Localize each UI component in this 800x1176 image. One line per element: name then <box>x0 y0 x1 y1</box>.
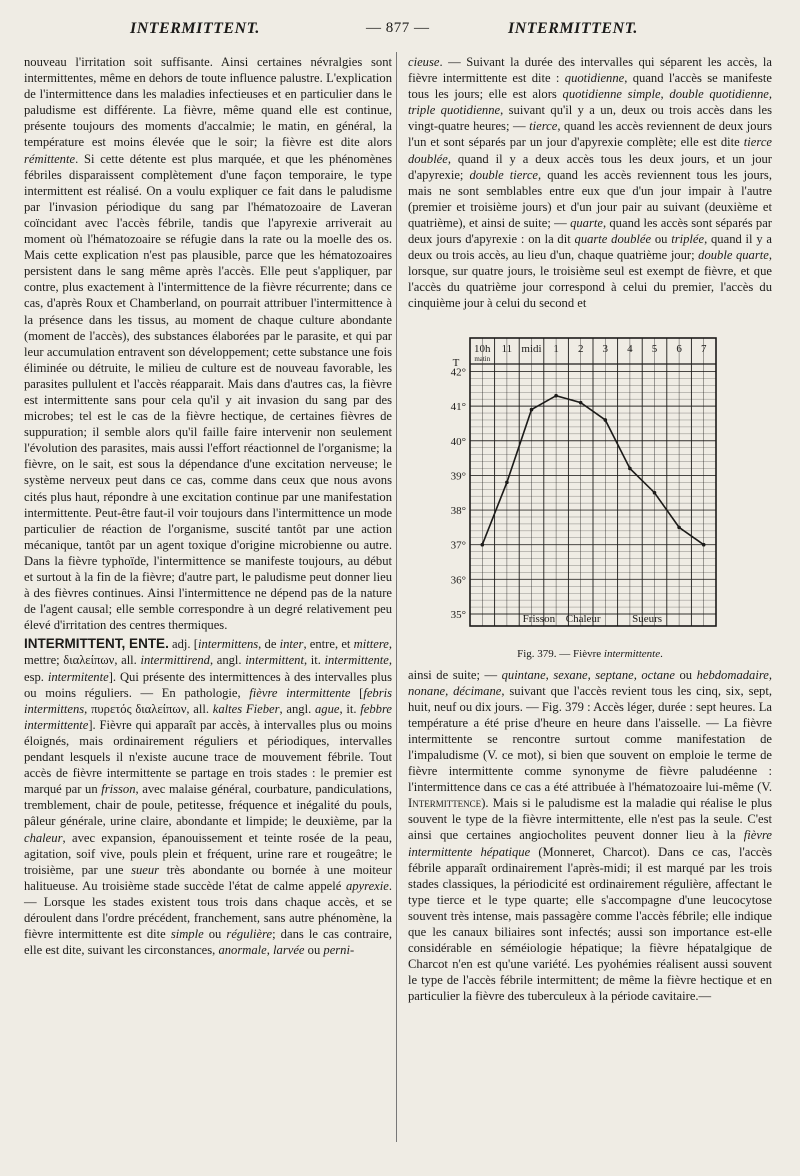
temperature-point <box>481 542 485 546</box>
temperature-point <box>554 393 558 397</box>
temperature-point <box>628 466 632 470</box>
y-tick-label: 40° <box>450 435 466 448</box>
y-tick-label: 42° <box>450 365 466 378</box>
y-axis-label: T <box>452 356 460 369</box>
y-tick-label: 39° <box>450 469 466 482</box>
figure-caption: Fig. 379. — Fièvre intermittente. <box>517 647 663 660</box>
stage-label: Sueurs <box>632 612 663 625</box>
hour-label: 7 <box>700 342 707 355</box>
hour-label: 3 <box>602 342 609 355</box>
figure-379 <box>408 326 772 661</box>
temperature-chart <box>408 326 772 644</box>
temperature-point <box>530 407 534 411</box>
hour-label: 5 <box>651 342 658 355</box>
hour-label: 6 <box>676 342 682 355</box>
page-header <box>0 20 800 46</box>
running-head-left: INTERMITTENT. <box>130 20 260 37</box>
hour-label: 11 <box>501 342 513 355</box>
temperature-point <box>653 490 657 494</box>
y-tick-label: 37° <box>450 539 466 552</box>
headword: INTERMITTENT, ENTE. <box>24 636 169 652</box>
y-tick-label: 36° <box>450 573 466 586</box>
column-divider <box>396 52 397 1142</box>
dictionary-entry-intermittent: INTERMITTENT, ENTE. adj. [intermittens, de inter, entre, et mittere, mettre; διαλείπων, all. intermittirend, angl. intermittent, it. intermittente, esp. intermitente]. Qui présente des intermittences à des intervalles plus ou moins réguliers. — En pathologie, fièvre intermittente [febris intermittens, πυρετός διαλείπων, all. kaltes Fieber, angl. ague, it. febbre intermittente]. Fièvre qui apparaît par accès, à intervalles plus ou moins éloignés, mais ordinairement réguliers et périodiques, intervalles pendant lesquels il n'existe aucune trace de mouvement fébrile. Tout accès de fièvre intermittente se partage en trois stades : le premier est marqué par un frisson, avec malaise général, courbature, pandiculations, tremblement, chair de poule, petitesse, fréquence et inégalité du pouls, pâleur générale, urine claire, abondante et limpide; le deuxième, par la chaleur, avec expansion, épanouissement et teinte rosée de la peau, agitation, soif vive, pouls plein et fréquent, urine rare et rougeâtre; le troisième, par une sueur très abondante ou bornée à une moiteur halitueuse. Au troisième stade succède l'état de calme appelé apyrexie. — Lorsque les stades existent tous trois dans chaque accès, et se déroulent dans l'ordre précédent, franchement, sans autre phénomène, la fièvre intermittente est dite simple ou régulière; dans le cas contraire, elle est dite, suivant les circonstances, anormale, larvée ou perni- <box>24 636 393 958</box>
hour-label: 4 <box>627 342 633 355</box>
temperature-point <box>505 480 509 484</box>
temperature-point <box>604 418 608 422</box>
paragraph-fever-continued: ainsi de suite; — quintane, sexane, septane, octane ou hebdomadaire, nonane, décimane, suivant que l'accès revient tous les cinq, six, sept, huit, neuf ou dix jours. — Fig. 379 : Accès léger, durée : sept heures. La température a été prise d'heure en heure dans l'aisselle. — La fièvre intermittente se rencontre surtout comme manifestation de l'impaludisme (V. ce mot), si bien que souvent on emploie le terme de fièvre intermittente comme synonyme de fièvre paludéenne : l'intermittence dans ce cas a été attribuée à l'hématozoaire lui-même (V. Intermittence). Mais si le paludisme est la maladie qui réalise le plus souvent le type de la fièvre intermittente, elle n'est pas la seule. C'est ainsi que certaines angiocholites peuvent donner lieu à la fièvre intermittente hépatique (Monneret, Charcot). Dans ce cas, l'accès fébrile apparaît ordinairement l'après-midi; il est marqué par les trois stades classiques, la périodicité est ordinairement régulière, affectant le type tierce et le type quarte; elle s'accompagne d'une leucocytose souvent très intense, mais passagère comme l'accès fébrile; elle indique que les canaux biliaires sont infectés; aussi son importance est-elle considérable en séméiologie hépatique; la fièvre hépatalgique de Charcot n'en est qu'une variété. Les pyohémies réalisent aussi souvent le type de l'accès fébrile intermittent; de même la fièvre hectique et en particulier la fièvre des tuberculeux à la période cavitaire.— <box>408 667 773 1004</box>
hour-label: 1 <box>553 342 559 355</box>
stage-label: Frisson <box>522 612 556 625</box>
left-column <box>24 54 392 958</box>
paragraph-fever-types: cieuse. — Suivant la durée des intervalles qui séparent les accès, la fièvre intermittente est dite : quotidienne, quand l'accès se manifeste tous les jours; elle est alors quotidienne simple, double quotidienne, triple quotidienne, suivant qu'il y a un, deux ou trois accès dans les vingt-quatre heures; — tierce, quand les accès reviennent de deux jours l'un et sont séparés par un jour d'apyrexie complète; elle est dite tierce doublée, quand il y a deux accès tous les deux jours, et un jour d'apyrexie; double tierce, quand les accès reviennent tous les jours, mais ne sont semblables entre eux que d'un jour impair à l'autre (premier et troisième jours) et d'un jour pair au suivant (deuxième et quatrième), et ainsi de suite; — quarte, quand les accès sont séparés par deux jours d'apyrexie : on la dit quarte doublée ou triplée, quand il y a deux ou trois accès, au lieu d'un, chaque quatrième jour; double quarte, lorsque, sur quatre jours, le troisième seul est exempt de fièvre, et que l'accès du quatrième jour correspond à celui du premier, l'accès du cinquième jour à celui du second et <box>408 55 773 311</box>
right-column <box>408 54 772 1004</box>
hour-sublabel: matin <box>474 354 491 363</box>
y-tick-label: 35° <box>450 608 466 621</box>
temperature-point <box>579 400 583 404</box>
paragraph-intermittence: nouveau l'irritation soit suffisante. Ainsi certaines névralgies sont intermittentes, même en dehors de toute influence palustre. L'explication de l'intermittence dans les maladies infectieuses et en particulier dans le paludisme est différente. La fièvre, même quand elle est continue, présente toujours des moments d'accalmie; le matin, en général, la température est moins élevée que le soir; la fièvre est dite alors rémittente. Si cette détente est plus marquée, et que les phénomènes fébriles disparaissent complètement d'une façon temporaire, le type intermittent est réalisé. On a voulu expliquer ce fait dans le paludisme par l'invasion périodique du sang par l'hématozoaire de Laveran coïncidant avec l'accès fébrile, tandis que l'apyrexie arriverait au moment où l'hématozoaire se réfugie dans la rate ou la moelle des os. Mais cette explication n'est pas plausible, parce que les hématozoaires persistent dans le sang même après l'accès. Elle peut s'appliquer, par contre, plus exactement à l'intermittence de la fièvre récurrente; dans ce cas, d'après Roux et Chamberland, on pourrait attribuer l'intermittence à la présence dans les tissus, au moment de chaque culture abondante (moment de l'accès), des substances élaborées par le parasite, et qui par leur accumulation entravent son développement; cette substance une fois éliminée ou détruite, le milieu de culture est de nouveau favorable, les parasites pullulent et l'accès réapparait. Mais dans d'autres cas, la fièvre est intermittente sans pour cela qu'il y ait invasion du sang par des microbes; tel est le cas de la fièvre hectique, de certaines fièvres de suppuration; il semble alors qu'il faille faire intervenir non seulement l'évolution des parasites, mais aussi l'effort réactionnel de l'organisme; la fièvre, on le sait, est sous la dépendance d'une excitation nerveuse; le système nerveux peut dans ce cas, comme dans ceux que nous avons cités plus haut, répondre à une excitation continue par une manifestation intermittente. Peut-être faut-il voir toujours dans l'intermittence un mode particulier de réaction de l'organisme, suscité tantôt par une action mécanique, tantôt par un agent toxique d'origine microbienne ou autre. Dans la fièvre typhoïde, l'intermittence se manifeste toujours, au début et surtout à la fin de la fièvre; d'autre part, le paludisme peut donner lieu à des fièvres continues. Ainsi l'intermittence ne dépend pas de la nature de l'agent causal; elle semble correspondre à un degré relativement peu élevé d'irritation des centres thermiques. <box>24 55 392 633</box>
page-number: — 877 — <box>366 20 430 36</box>
stage-label: Chaleur <box>565 612 601 625</box>
temperature-point <box>677 525 681 529</box>
hour-label: 2 <box>577 342 584 355</box>
hour-label: 10h <box>474 342 491 355</box>
y-tick-label: 41° <box>450 400 466 413</box>
y-tick-label: 38° <box>450 504 466 517</box>
temperature-point <box>702 542 706 546</box>
hour-label: midi <box>521 342 542 355</box>
running-head-right: INTERMITTENT. <box>508 20 638 37</box>
